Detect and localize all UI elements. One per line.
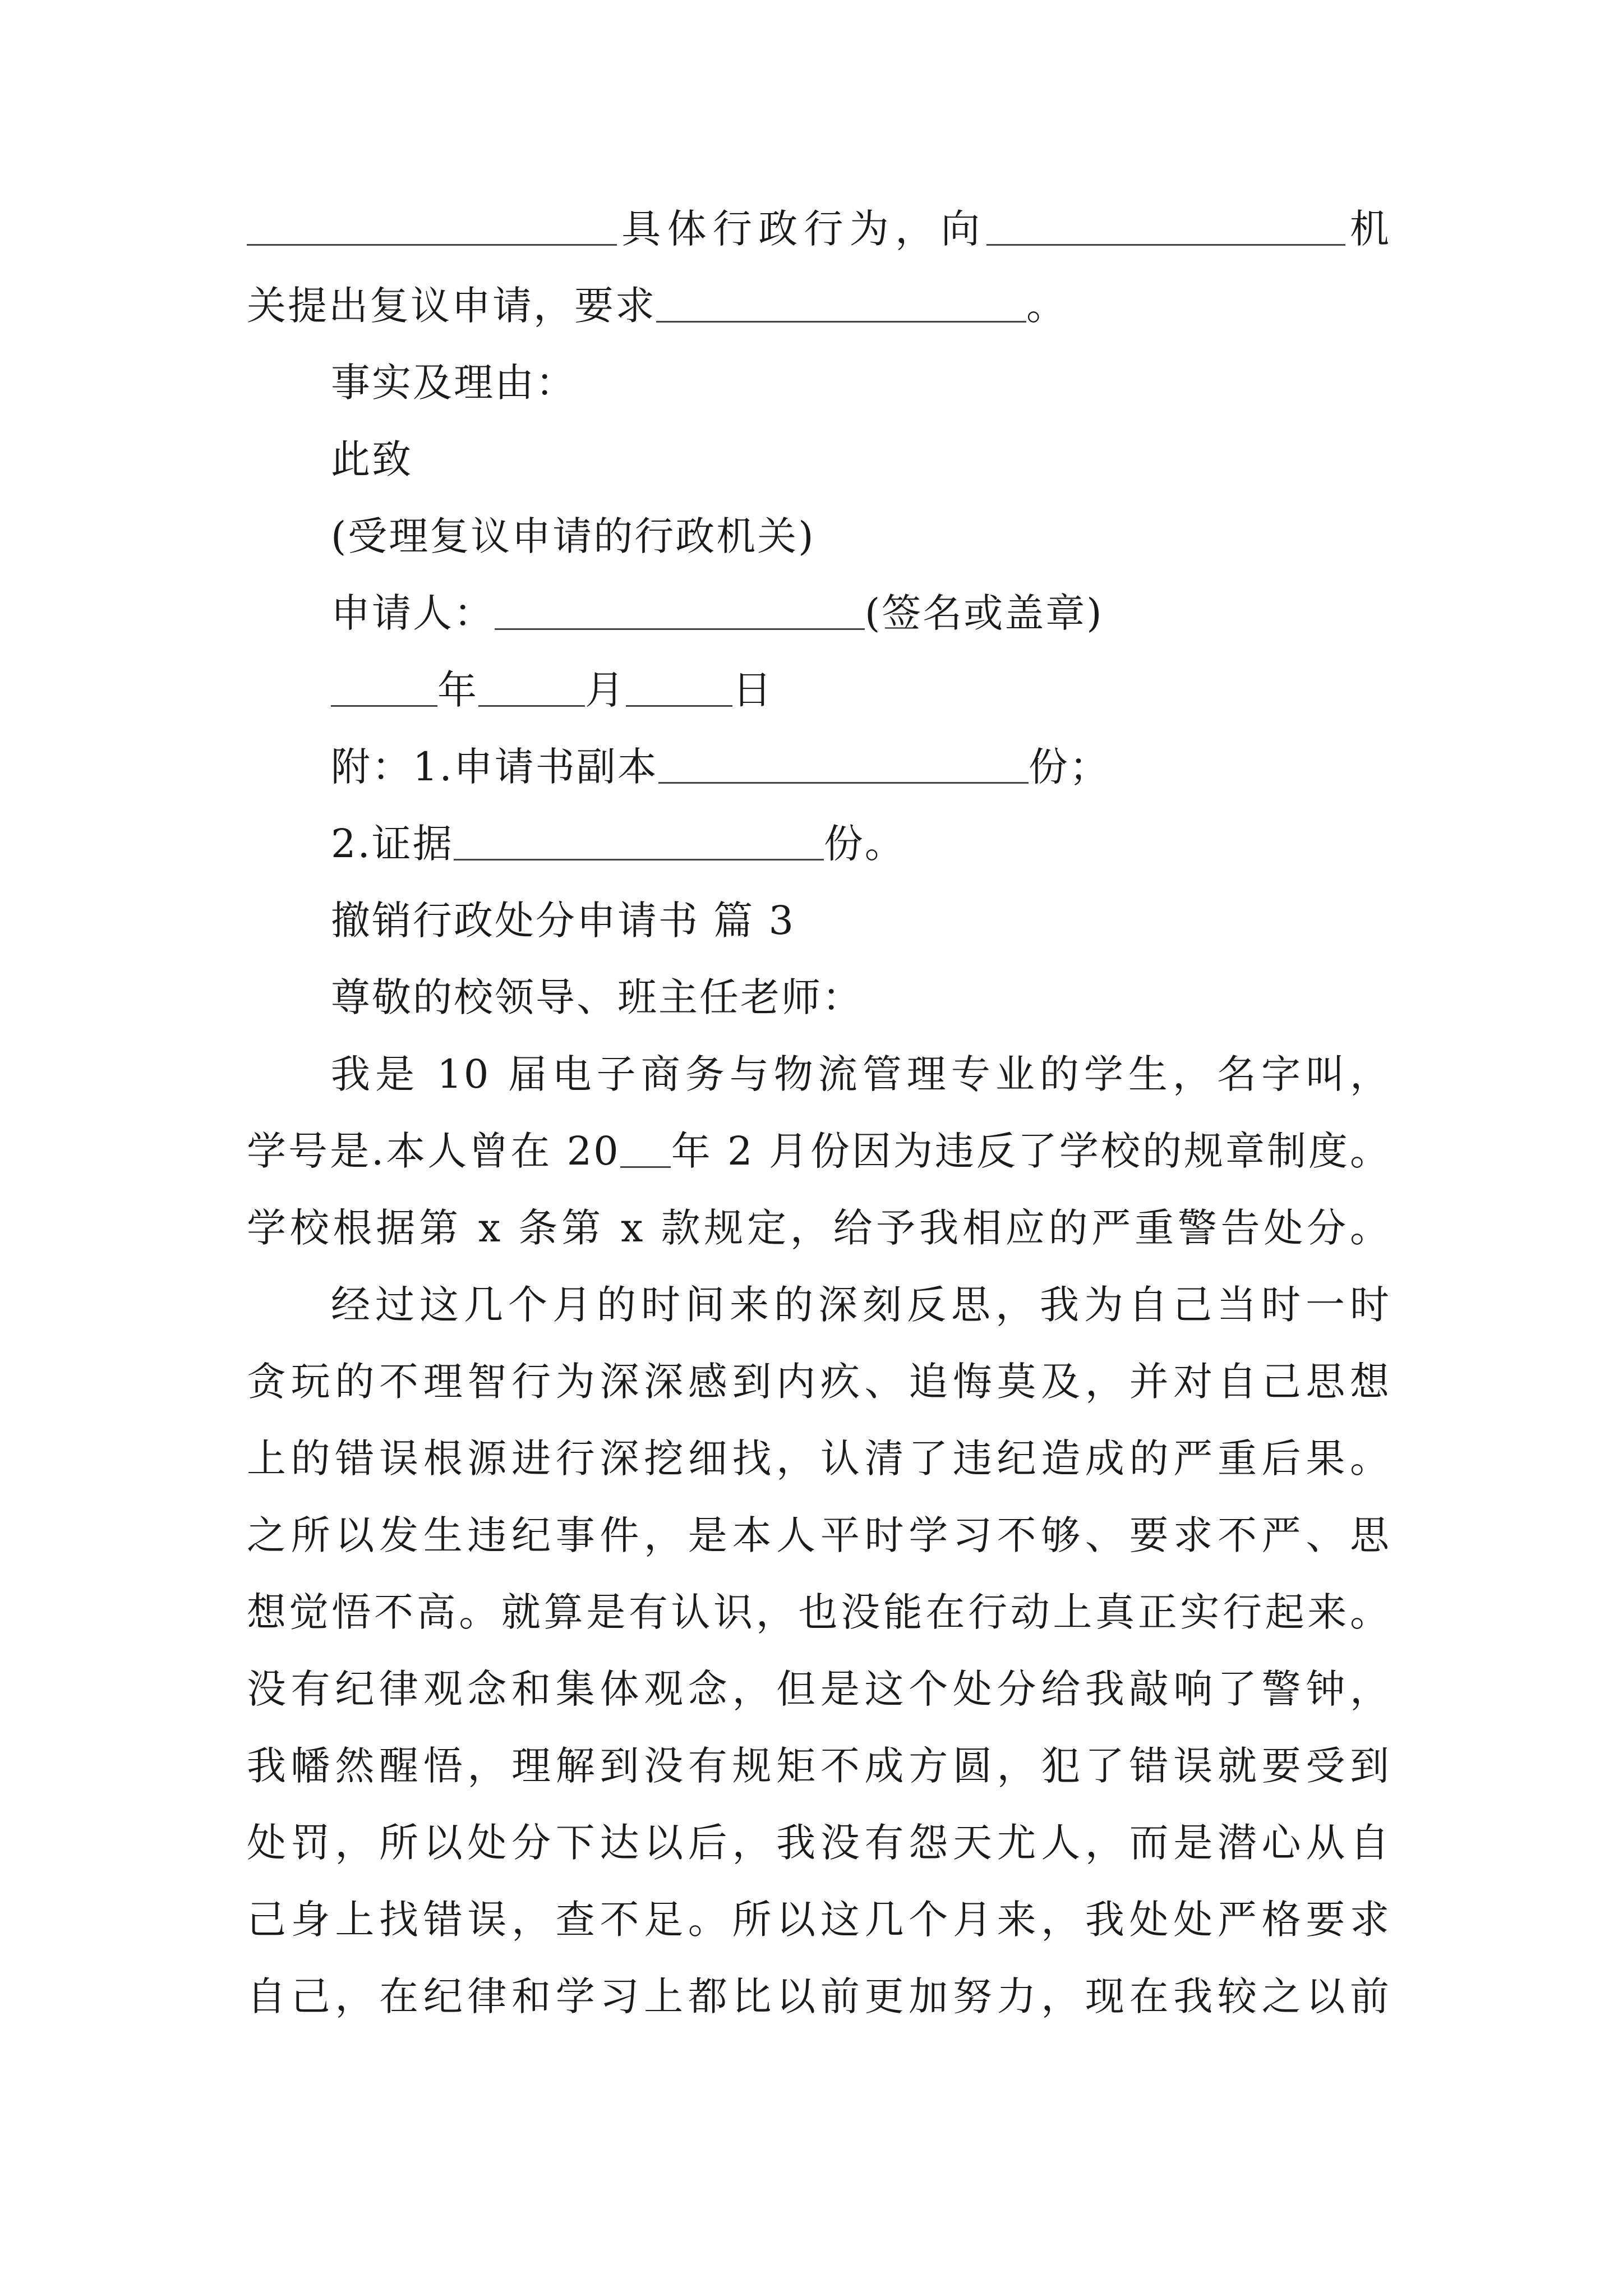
text-segment: 年 2 月份因为违反了学校的规章制度。	[670, 1128, 1391, 1174]
paragraph-line: 之所以发生违纪事件，是本人平时学习不够、要求不严、思	[247, 1512, 1391, 1558]
paragraph-line: 处罚，所以处分下达以后，我没有怨天尤人，而是潜心从自	[247, 1820, 1391, 1866]
text-segment: 份。	[823, 821, 906, 867]
form-line-1	[247, 191, 1391, 268]
paragraph-line: 我是 10 届电子商务与物流管理专业的学生，名字叫，	[331, 1051, 1391, 1097]
blank-field	[626, 674, 732, 707]
blank-field	[247, 213, 617, 246]
text-segment: 关提出复议申请，要求	[247, 283, 656, 329]
date-line	[247, 652, 1391, 729]
paragraph-line: 上的错误根源进行深挖细找，认清了违纪造成的严重后果。	[247, 1435, 1391, 1481]
form-line-2	[247, 268, 1391, 344]
paragraph-line: 想觉悟不高。就算是有认识，也没能在行动上真正实行起来。	[247, 1589, 1391, 1635]
text-segment: 申请人：	[331, 590, 495, 636]
blank-field	[478, 674, 585, 707]
facts-label: 事实及理由：	[331, 360, 577, 406]
paragraph-line: 己身上找错误，查不足。所以这几个月来，我处处严格要求	[247, 1897, 1391, 1943]
year-label: 年	[437, 667, 478, 713]
paragraph-line: 经过这几个月的时间来的深刻反思，我为自己当时一时	[331, 1282, 1391, 1328]
attachment-line-1	[247, 729, 1391, 806]
text-segment: 2.证据	[331, 821, 454, 867]
paragraph-line	[247, 1113, 1391, 1190]
text-segment: 学号是.本人曾在 20	[247, 1128, 620, 1174]
month-label: 月	[585, 667, 626, 713]
blank-field	[658, 751, 1029, 784]
attachment-line-2	[247, 806, 1391, 882]
text-segment: 机	[1345, 206, 1391, 252]
text-segment: 附：1.申请书副本	[331, 744, 658, 790]
text-segment: 份；	[1028, 744, 1110, 790]
paragraph-line: 贪玩的不理智行为深深感到内疚、追悔莫及，并对自己思想	[247, 1359, 1391, 1405]
paragraph-line: 自己，在纪律和学习上都比以前更加努力，现在我较之以前	[247, 1973, 1391, 2019]
salutation: 尊敬的校领导、班主任老师：	[331, 974, 863, 1020]
paragraph-line: 学校根据第 x 条第 x 款规定，给予我相应的严重警告处分。	[247, 1205, 1391, 1251]
recipient-note: (受理复议申请的行政机关)	[331, 513, 815, 559]
text-segment: (签名或盖章)	[865, 590, 1104, 636]
blank-field	[656, 289, 1026, 323]
section-heading: 撤销行政处分申请书 篇 3	[331, 898, 796, 944]
day-label: 日	[732, 667, 773, 713]
applicant-line	[247, 575, 1391, 652]
blank-field	[331, 674, 437, 707]
blank-field	[454, 827, 824, 861]
paragraph-line: 没有纪律观念和集体观念，但是这个处分给我敲响了警钟，	[247, 1666, 1391, 1712]
text-segment: 。	[1026, 283, 1067, 329]
paragraph-line: 我幡然醒悟，理解到没有规矩不成方圆，犯了错误就要受到	[247, 1743, 1391, 1789]
blank-field	[986, 213, 1345, 246]
blank-field	[495, 597, 865, 630]
closing-cizhi: 此致	[331, 436, 413, 482]
blank-field	[620, 1135, 671, 1168]
text-segment: 具体行政行为，向	[617, 206, 986, 252]
document-body	[247, 191, 1391, 2035]
